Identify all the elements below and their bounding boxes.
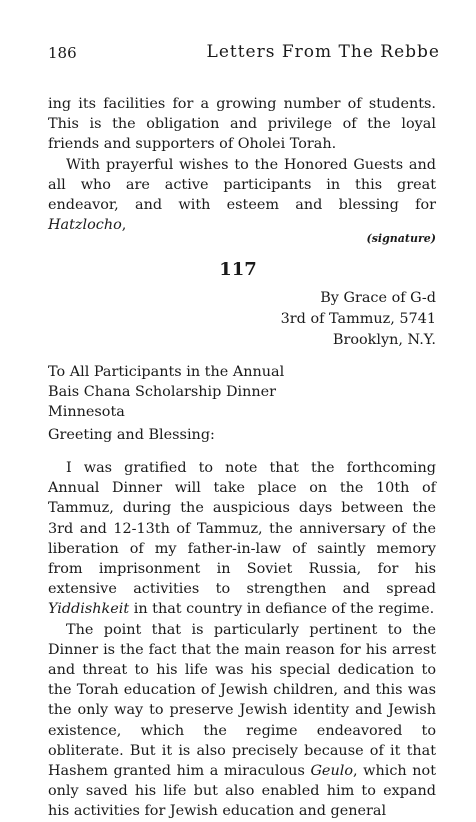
italic-word: Yiddishkeit: [48, 601, 130, 618]
closing-text: With prayerful wishes to the Honored Guests and all who are active participants in this great endeavor, and with esteem and blessing for: [48, 156, 436, 214]
continuation-paragraph: ing its facilities for a growing number of students. This is the obligation and privilege of the loyal friends and supporters of Oholei Torah.: [48, 96, 436, 153]
address-line: Minnesota: [48, 404, 125, 420]
closing-paragraph: [48, 155, 436, 236]
paragraph-text: I was gratified to note that the forthcoming Annual Dinner will take place on the 10th of Tammuz, during the auspicious days between the 3rd and 12-13th of Tammuz, the anniversary of the liberation of my father-in-law of saintly memory from imprisonment in Soviet Russia, for his extensive activities to strengthen and spread: [48, 460, 436, 598]
running-title: Letters From The Rebbe: [206, 42, 440, 62]
dateline: [281, 288, 436, 351]
closing-italic-word: Hatzlocho: [48, 217, 122, 234]
letter-number: 117: [219, 259, 257, 280]
page-header: [48, 44, 440, 66]
dateline-line: 3rd of Tammuz, 5741: [280, 311, 436, 327]
address-block: [48, 362, 284, 422]
address-line: To All Participants in the Annual: [48, 364, 285, 380]
paragraph-text-end: , which not only saved his life but also enabled him to expand his activities for Jewish education and general: [48, 763, 436, 820]
italic-word: Geulo: [310, 763, 353, 780]
letter-paragraph-2: [48, 620, 436, 822]
closing-punct: ,: [121, 217, 127, 234]
dateline-line: Brooklyn, N.Y.: [332, 332, 436, 348]
previous-letter-continuation: [48, 94, 436, 235]
dateline-line: By Grace of G-d: [320, 290, 436, 306]
paragraph-text-end: in that country in defiance of the regime.: [129, 601, 435, 618]
paragraph-text: The point that is particularly pertinent to the Dinner is the fact that the main reason for his arrest and threat to his life was his special dedication to the Torah education of Jewish children, and this was the only way to preserve Jewish identity and Jewish existence, which the regime endeavored to obliterate. But it is also precisely because of it that Hashem granted him a miraculous: [48, 621, 436, 780]
letter-body: [48, 458, 436, 822]
page-number: 186: [48, 44, 77, 62]
letter-paragraph-1: [48, 458, 436, 620]
address-line: Bais Chana Scholarship Dinner: [48, 384, 277, 400]
greeting: Greeting and Blessing:: [48, 427, 215, 443]
signature: (signature): [366, 232, 436, 245]
